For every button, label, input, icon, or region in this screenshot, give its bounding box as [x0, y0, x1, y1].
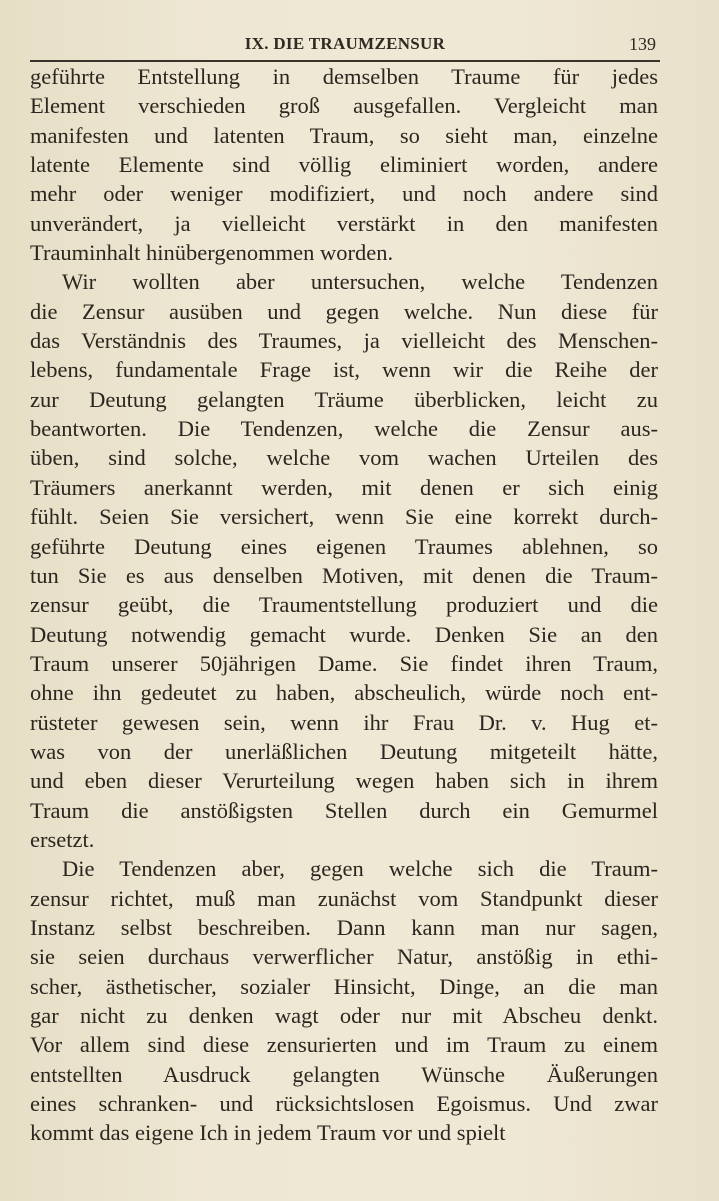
text-line: fühlt. Seien Sie versichert, wenn Sie eine korrekt durch- [30, 504, 658, 530]
text-line: unverändert, ja vielleicht verstärkt in den manifesten [30, 210, 658, 236]
text-line: Traum unserer 50jährigen Dame. Sie findet ihren Traum, [30, 650, 658, 676]
text-line: latente Elemente sind völlig eliminiert worden, andere [30, 152, 658, 178]
text-line: rüsteter gewesen sein, wenn ihr Frau Dr. v. Hug et- [30, 709, 658, 735]
text-line: Trauminhalt hinübergenommen worden. [30, 240, 394, 266]
text-line: beantworten. Die Tendenzen, welche die Zensur aus- [30, 416, 658, 442]
text-line: Deutung notwendig gemacht wurde. Denken Sie an den [30, 621, 658, 647]
text-line: zur Deutung gelangten Träume überblicken, leicht zu [30, 386, 658, 412]
text-line: Wir wollten aber untersuchen, welche Tendenzen [62, 269, 658, 295]
paragraph [30, 854, 658, 1147]
text-line: tun Sie es aus denselben Motiven, mit denen die Traum- [30, 562, 658, 588]
text-line: Die Tendenzen aber, gegen welche sich die Traum- [62, 856, 658, 882]
text-line: Vor allem sind diese zensurierten und im Traum zu einem [30, 1032, 658, 1058]
text-line: kommt das eigene Ich in jedem Traum vor und spielt [30, 1120, 506, 1146]
text-line: entstellten Ausdruck gelangten Wünsche Äußerungen [30, 1061, 658, 1087]
running-head: IX. DIE TRAUMZENSUR [244, 34, 446, 53]
text-line: zensur richtet, muß man zunächst vom Standpunkt dieser [30, 885, 658, 911]
text-line: geführte Entstellung in demselben Traume für jedes [30, 64, 658, 89]
text-line: geführte Deutung eines eigenen Traumes ablehnen, so [30, 533, 658, 559]
text-line: üben, sind solche, welche vom wachen Urteilen des [30, 445, 658, 471]
text-line: ohne ihn gedeutet zu haben, abscheulich, würde noch ent- [30, 680, 658, 706]
text-line: gar nicht zu denken wagt oder nur mit Abscheu denkt. [30, 1003, 658, 1028]
text-line: zensur geübt, die Traumentstellung produziert und die [30, 592, 658, 618]
page-header [30, 32, 660, 62]
body-text [30, 62, 658, 1148]
text-line: manifesten und latenten Traum, so sieht man, einzelne [30, 122, 658, 148]
text-line: Element verschieden groß ausgefallen. Vergleicht man [30, 93, 658, 119]
page-number: 139 [629, 34, 656, 54]
paragraph [30, 267, 658, 854]
text-line: Traum die anstößigsten Stellen durch ein Gemurmel [30, 797, 658, 823]
text-line: was von der unerläßlichen Deutung mitgeteilt hätte, [30, 738, 658, 764]
text-line: ersetzt. [30, 826, 95, 852]
text-line: lebens, fundamentale Frage ist, wenn wir die Reihe der [30, 357, 658, 383]
text-line: und eben dieser Verurteilung wegen haben sich in ihrem [30, 768, 658, 794]
text-line: Instanz selbst beschreiben. Dann kann man nur sagen, [30, 914, 658, 940]
text-line: Träumers anerkannt werden, mit denen er sich einig [30, 474, 658, 500]
text-line: scher, ästhetischer, sozialer Hinsicht, Dinge, an die man [30, 973, 658, 999]
text-line: eines schranken- und rücksichtslosen Egoismus. Und zwar [30, 1091, 658, 1117]
text-line: sie seien durchaus verwerflicher Natur, anstößig in ethi- [30, 944, 658, 970]
paragraph [30, 62, 658, 267]
text-line: das Verständnis des Traumes, ja vielleicht des Menschen- [30, 328, 658, 354]
text-line: die Zensur ausüben und gegen welche. Nun diese für [30, 298, 658, 324]
text-line: mehr oder weniger modifiziert, und noch andere sind [30, 181, 658, 207]
